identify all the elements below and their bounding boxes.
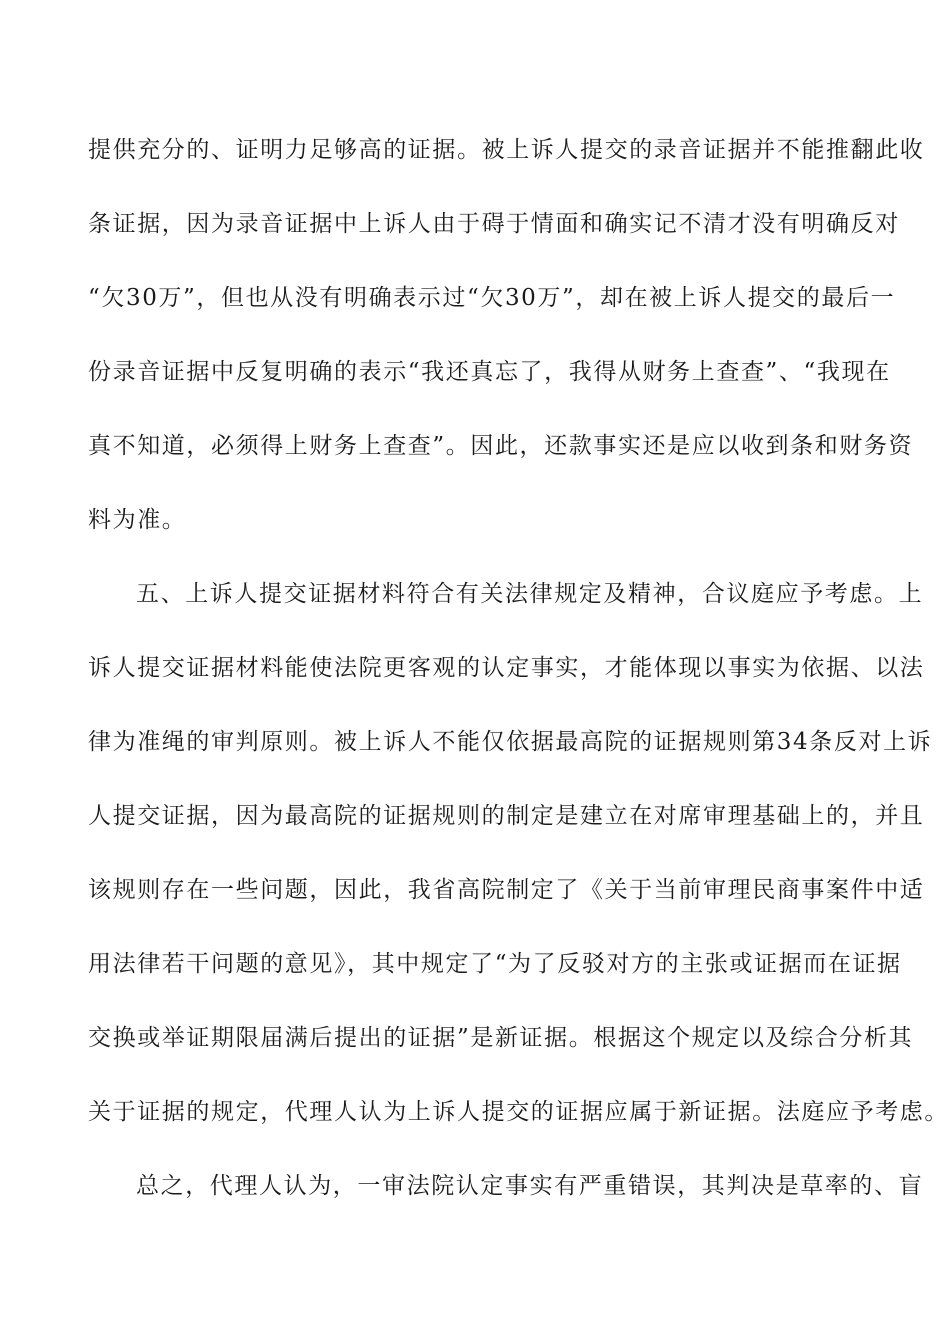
text-line-1: 提供充分的、证明力足够高的证据。被上诉人提交的录音证据并不能推翻此收 [88,137,925,163]
text-line-11: 该规则存在一些问题，因此，我省高院制定了《关于当前审理民商事案件中适 [88,877,925,903]
text-line-12: 用法律若干问题的意见》，其中规定了“为了反驳对方的主张或证据而在证据 [88,951,902,977]
text-line-2: 条证据，因为录音证据中上诉人由于碍于情面和确实记不清才没有明确反对 [88,211,900,237]
text-line-9: 律为准绳的审判原则。被上诉人不能仅依据最高院的证据规则第34条反对上诉 [88,729,933,755]
text-line-8: 诉人提交证据材料能使法院更客观的认定事实，才能体现以事实为依据、以法 [88,655,925,681]
text-line-5: 真不知道，必须得上财务上查查”。因此，还款事实还是应以收到条和财务资 [88,433,914,459]
text-line-14: 关于证据的规定，代理人认为上诉人提交的证据应属于新证据。法庭应予考虑。 [88,1099,949,1125]
conclusion-paragraph-start: 总之，代理人认为，一审法院认定事实有严重错误，其判决是草率的、盲 [136,1173,924,1199]
text-line-13: 交换或举证期限届满后提出的证据”是新证据。根据这个规定以及综合分析其 [88,1025,914,1051]
paragraph-five-start: 五、上诉人提交证据材料符合有关法律规定及精神，合议庭应予考虑。上 [136,581,924,607]
text-line-4: 份录音证据中反复明确的表示“我还真忘了，我得从财务上查查”、“我现在 [88,359,891,385]
text-line-6: 料为准。 [88,507,187,533]
text-line-3: “欠30万”，但也从没有明确表示过“欠30万”，却在被上诉人提交的最后一 [88,285,896,311]
text-line-10: 人提交证据，因为最高院的证据规则的制定是建立在对席审理基础上的，并且 [88,803,925,829]
